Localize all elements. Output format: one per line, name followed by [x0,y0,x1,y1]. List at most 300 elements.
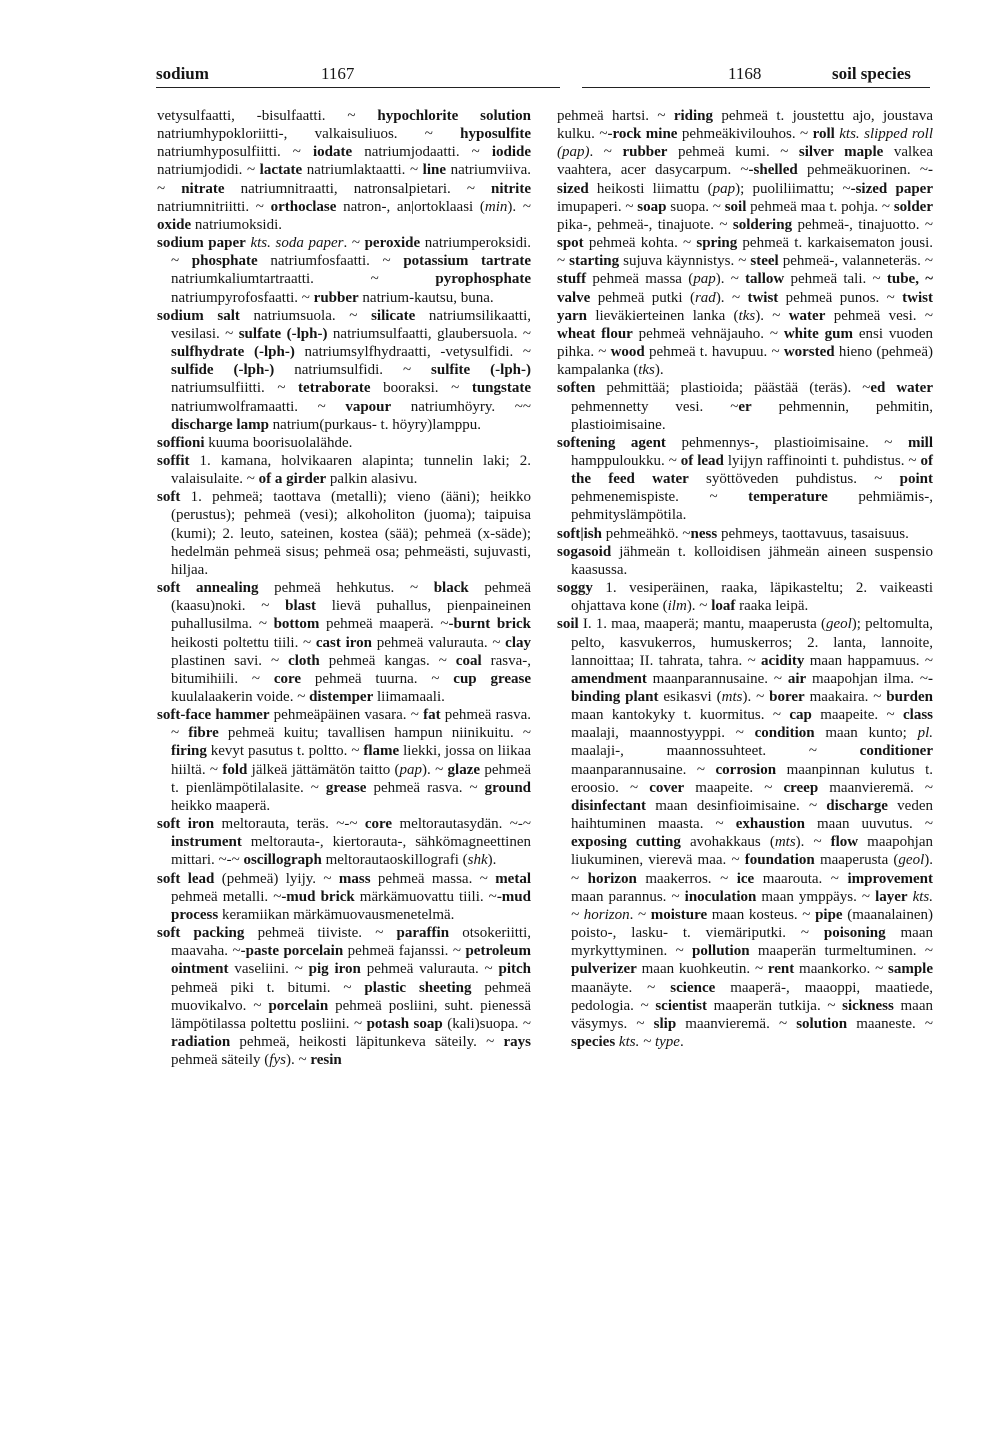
entry-term: radiation [171,1033,231,1050]
entry-text: natriumsulfidi. ~ [274,362,432,379]
entry-text: pika-, pehmeä-, tinajuote. ~ [557,216,733,233]
entry-term: nitrite [491,180,531,197]
entry-abbreviation: pap [712,180,736,197]
entry-term: sickness [842,997,894,1014]
entry-text: maan väsymys. ~ [571,997,933,1032]
entry-term: moisture [650,906,708,923]
dictionary-entry [557,434,933,525]
entry-term: plastic sheeting [364,979,472,996]
entry-text: maalaji-, maannossuhteet. ~ [571,743,860,760]
entry-term: twist [747,289,779,306]
entry-text: pehmeä kangas. ~ [319,652,456,669]
entry-term: soft-face hammer [157,707,270,724]
entry-term: tungstate [471,380,531,397]
entry-text: maapeite. ~ [811,707,903,724]
entry-term: ed water [870,380,933,397]
entry-text: jähmeän t. kolloidisen jähmeän aineen suspensio kaasussa. [571,543,933,578]
entry-text: maapohjan ilma. ~ [806,670,928,687]
entry-text: hamppuloukku. ~ [571,452,681,469]
entry-term: tetraborate [298,380,371,397]
entry-term: firing [171,743,207,760]
entry-text: ). ~ [686,598,712,615]
entry-text: maarouta. ~ [754,870,848,887]
entry-text: (pehmeä) lyijy. ~ [214,870,339,887]
entry-term: petroleum ointment [171,943,531,978]
entry-term: layer [875,888,908,905]
entry-term: -shelled [748,162,798,179]
entry-text: natrium-kautsu, buna. [358,289,494,306]
entry-text: liimamaali. [373,689,445,705]
entry-text: pehmennetty vesi. ~ [571,398,739,415]
entry-text: maan kantokyky t. kuormitus. ~ [571,707,790,724]
dictionary-entry [157,452,531,488]
entry-term: fat [423,707,441,724]
entry-term: solder [893,198,933,215]
dictionary-entry [557,615,933,1051]
entry-text: pehmeä t. pienlämpötilalasite. ~ [171,761,531,796]
entry-text: pehmennin, pehmitin, plastioimisaine. [571,398,933,433]
entry-term: iodide [491,144,531,161]
entry-term: science [670,979,716,996]
entry-text: pehmeä fajanssi. ~ [343,943,466,960]
entry-text: pehmeäkivilouhos. ~ [677,126,813,143]
entry-term: soap [637,198,667,215]
entry-text: maaperän tutkija. ~ [707,997,843,1014]
entry-term: fold [222,761,248,778]
entry-text: maan kunto; [814,725,918,742]
entry-text: heikko maaperä. [171,797,271,814]
entry-term: core [364,816,393,833]
entry-abbreviation: pl. [917,725,933,742]
entry-text: maaperusta ( [814,852,899,869]
entry-term: instrument [171,834,242,851]
entry-text: maanpinnan kulutus t. eroosio. ~ [571,761,933,796]
entry-text: pehmeä säteily ( [171,1052,270,1069]
dictionary-entry [557,525,933,543]
entry-text: rasva-, bitumihiili. ~ [171,652,531,687]
entry-term: sulfate (-lph-) [238,325,328,342]
entry-text: maanparannusaine. ~ [646,670,788,687]
entry-text: pehmeä, heikosti läpitunkeva säteily. ~ [230,1033,504,1050]
entry-text: (kali)suopa. ~ [442,1015,532,1032]
entry-term: point [899,471,933,488]
entry-term: riding [673,108,714,124]
entry-term: rubber [622,144,668,161]
entry-text: ). [654,362,664,379]
entry-term: discharge [826,797,888,814]
entry-text: imupaperi. ~ [557,198,638,215]
entry-text: pehmeä t. karkaisematon jousi. ~ [557,235,933,270]
entry-text: natriumhypokloriitti-, valkaisuliuos. ~ [157,126,461,143]
entry-text: maakerros. ~ [636,870,737,887]
dictionary-entry [157,815,531,869]
entry-term: air [787,670,807,687]
entry-text: pehmeä rasva. ~ [366,779,485,796]
entry-abbreviation: min [484,198,508,215]
entry-text: pehmeä kohta. ~ [583,235,697,252]
entry-abbreviation: kts. ~ type [618,1033,680,1050]
entry-term: exhaustion [735,816,805,833]
entry-text: 1. kamana, holvikaaren alapinta; tunnelin laki; 2. valaisulaite. ~ [171,452,531,488]
entry-term: soften [557,380,596,397]
entry-term: pyrophosphate [435,271,531,288]
entry-term: coal [455,652,482,669]
entry-term: potassium tartrate [403,253,531,270]
entry-text: heikosti poltettu tiili. ~ [171,634,316,651]
entry-text: valkea vaahtera, acer dasycarpum. ~ [557,144,933,179]
entry-term: soft iron [157,816,215,833]
entry-text: pehmennys-, plastioimisaine. ~ [665,434,908,451]
entry-text: natriumsylfhydraatti, -vetysulfidi. ~ [294,344,532,361]
entry-term: temperature [748,489,828,506]
entry-text: kuulalaakerin voide. ~ [171,689,310,705]
entry-term: pulverizer [571,961,637,978]
entry-term: -binding plant [571,670,933,705]
entry-term: condition [754,725,815,742]
entry-text: syöttöveden puhdistus. ~ [688,471,900,488]
entry-term: cloth [288,652,320,669]
entry-text: vetysulfaatti, -bisulfaatti. ~ [157,108,378,124]
entry-term: paraffin [396,925,450,942]
right-header-rule [582,87,930,88]
entry-term: wood [610,344,645,361]
entry-text: lieväkierteinen lanka ( [587,307,739,324]
entry-text: natriumsulfiitti. ~ [171,380,299,397]
entry-term: pollution [692,943,750,960]
entry-text: ). ~ [285,1052,311,1069]
entry-term: orthoclase [270,198,337,215]
entry-term: oscillograph [243,852,322,869]
entry-term: silver maple [798,144,884,161]
entry-text: pehmittää; plastioida; päästää (teräs). ~ [595,380,871,397]
entry-text: märkämuovattu tiili. ~ [354,888,497,905]
entry-text: ). ~ [742,689,770,705]
entry-text: pehmiämis-, pehmityslämpötila. [571,489,933,524]
entry-text: maaneste. ~ [847,1015,933,1032]
entry-text: ). ~ [755,307,789,324]
entry-term: amendment [571,670,647,687]
entry-term: acidity [761,652,805,669]
entry-term: porcelain [268,997,329,1014]
entry-term: inoculation [684,888,757,905]
dictionary-entry [557,543,933,579]
dictionary-entry-continued [557,107,933,379]
entry-term: stuff [557,271,587,288]
entry-term: core [273,670,302,687]
entry-text: pehmeäpäinen vasara. ~ [269,707,424,724]
entry-text: pehmeä tuurna. ~ [301,670,454,687]
entry-term: cover [649,779,685,796]
entry-text: maan myrkyttyminen. ~ [571,925,933,960]
entry-abbreviation: rad [694,289,716,306]
entry-term: of a girder [258,471,327,488]
entry-text: pehmeä vehnäjauho. ~ [632,325,784,342]
entry-term: horizon [587,870,637,887]
entry-text: . ~ [629,906,651,923]
entry-term: black [433,580,469,597]
entry-text: ). ~ [571,852,933,887]
entry-text: maanparannusaine. ~ [571,761,716,778]
entry-text: maaperä-, maaoppi, maatiede, pedologia. ~ [571,979,933,1014]
entry-text: pehmeä tiiviste. ~ [244,925,397,942]
entry-term: ice [736,870,755,887]
entry-term: cast iron [315,634,372,651]
entry-term: spring [696,235,738,252]
entry-term: soft annealing [157,580,259,597]
entry-term: vapour [345,398,392,415]
entry-text: pehmeähkö. ~ [601,525,691,542]
entry-term: phosphate [191,253,258,270]
entry-term: sogasoid [557,543,612,560]
entry-term: soldering [732,216,793,233]
entry-abbreviation: tks [638,362,655,379]
entry-term: soft [157,489,181,506]
entry-text: ). ~ [715,271,746,288]
entry-abbreviation: geol [898,852,925,869]
entry-term: rent [767,961,795,978]
entry-text: . [679,1033,684,1050]
entry-term: flame [363,743,400,760]
entry-text: avohakkaus ( [680,834,775,851]
entry-text: natriumjodaatti. ~ [352,144,492,161]
entry-text: pehmeä t. havupuu. ~ [644,344,784,361]
entry-text: . ~ [343,235,365,252]
entry-text: maanvieremä. ~ [676,1015,797,1032]
entry-term: disinfectant [571,797,646,814]
dictionary-entry-continued [157,107,531,234]
entry-term: improvement [847,870,933,887]
entry-text: ); peltomulta, pelto, kasvukerros, humuskerros; 2. lanta, lannoite, lannoittaa; II. tahrata, tahra. ~ [571,616,933,669]
entry-abbreviation: kts. slipped roll (pap) [557,126,933,161]
entry-term: soft lead [157,870,215,887]
entry-text: (maanalainen) poisto-, lasku- t. viemäriputki. ~ [571,906,933,942]
entry-text: natriumviiva. ~ [157,162,531,197]
entry-term: sample [888,961,933,978]
entry-text: pehmeä kuitu; tavallisen hampun niinikuitu. ~ [218,725,531,742]
entry-text: maanvieremä. ~ [818,779,934,796]
entry-term: rubber [313,289,359,306]
entry-text: ). ~ [715,289,748,306]
entry-text: pehmeä metalli. ~ [171,888,282,905]
entry-text: lievä puhallus, pienpaineinen puhallusilma. ~ [171,598,531,633]
entry-text: . ~ [589,144,623,161]
entry-text: meltorautasydän. ~-~ [392,816,531,833]
entry-text: pehmeä t. joustettu ajo, joustava kulku. ~ [557,108,933,143]
entry-text: maan uuvutus. ~ [804,816,934,833]
entry-text: raaka leipä. [735,598,809,615]
entry-term: slip [653,1015,677,1032]
entry-text: pehmeä vesi. ~ [825,307,933,324]
entry-term: glaze [447,761,481,778]
entry-term: pitch [498,961,531,978]
entry-term: foundation [744,852,815,869]
dictionary-entry [557,379,933,433]
entry-abbreviation: mts [721,689,743,705]
left-dictionary-column [157,107,531,1069]
entry-text: ). ~ [507,198,531,215]
entry-term: soil [724,198,747,215]
entry-term: pig iron [308,961,361,978]
entry-term: worsted [783,344,835,361]
dictionary-entry [157,579,531,706]
entry-text: maan kosteus. ~ [707,906,816,923]
entry-text: 1. pehmeä; taottava (metalli); vieno (ääni); heikko (perustus); pehmeä (vesi); alkoholiton (juoma); taipuisa (kumi); 2. leuto, sateinen, kostea (sää); pehmeä (x-säde); hedelmän pehmeä sisus; pehmeä osa; pehmeästi, sujuvasti, hiljaa. [171,489,531,578]
entry-term: peroxide [364,235,421,252]
entry-text: natriumsulfaatti, glaubersuola. ~ [327,325,532,342]
entry-term: scientist [655,997,708,1014]
entry-term: roll [812,126,835,143]
entry-text: pehmeä posliini, suht. pienessä lämpötilassa poltettu posliini. ~ [171,997,531,1032]
entry-term: nitrate [181,180,225,197]
entry-term: silicate [371,307,416,324]
dictionary-entry [157,488,531,579]
entry-text: meltorautaoskillografi ( [321,852,468,869]
entry-text: pehmeä (kaasu)noki. ~ [171,580,531,615]
entry-term: pipe [815,906,843,923]
entry-term: oxide [157,216,192,233]
entry-text: pehmeä punos. ~ [778,289,903,306]
entry-term: -sized paper [850,180,933,197]
dictionary-entry [157,307,531,434]
entry-term: iodate [312,144,353,161]
entry-text: natriumoksidi. [191,216,282,233]
entry-term: starting [569,253,620,270]
entry-text: otsokeriitti, maavaha. ~ [171,925,531,960]
entry-term: fibre [188,725,219,742]
entry-term: spot [557,235,584,252]
entry-text: ). ~ [795,834,831,851]
entry-text: lyijyn raffinointi t. puhdistus. ~ [723,452,921,469]
entry-term: corrosion [715,761,777,778]
entry-text: I. 1. maa, maaperä; mantu, maaperusta ( [578,616,826,633]
entry-term: steel [750,253,779,270]
entry-term: cup grease [453,670,532,687]
entry-text: booraksi. ~ [370,380,472,397]
entry-text: pehmeä valurauta. ~ [360,961,499,978]
entry-text: maaperän turmeltuminen. ~ [749,943,933,960]
dictionary-entry [157,434,531,452]
entry-text: natriumjodidi. ~ [157,162,260,179]
entry-term: ground [484,779,532,796]
entry-text: ). [487,852,497,869]
left-running-headword: sodium [156,64,209,83]
entry-term: hypochlorite solution [377,108,531,124]
entry-term: softening agent [557,434,666,451]
entry-abbreviation: pap [399,761,423,778]
entry-term: wheat flour [557,325,633,342]
entry-abbreviation: mts [774,834,796,851]
entry-term: creep [783,779,819,796]
entry-term: soft|ish [557,525,602,542]
entry-text: meltorauta, teräs. ~-~ [214,816,365,833]
entry-term: twist yarn [557,289,933,324]
entry-text: ). ~ [422,761,448,778]
entry-text: pehmeä hartsi. ~ [557,108,674,124]
entry-term: sodium paper [157,235,246,252]
dictionary-entry [157,870,531,924]
entry-text: ); puoliliimattu; ~ [735,180,851,197]
entry-term: distemper [309,689,374,705]
dictionary-entry [157,234,531,307]
entry-term: -mud brick [281,888,355,905]
right-running-headword: soil species [832,64,911,83]
entry-text: maan happamuus. ~ [804,652,933,669]
entry-text: natriumnitriitti. ~ [157,198,271,215]
entry-term: species [571,1033,616,1050]
entry-term: sulfite (-lph-) [431,362,532,379]
dictionary-entry [557,579,933,615]
entry-term: class [903,707,933,724]
entry-text: pehmeä-, tinajuotto. ~ [792,216,934,233]
entry-term: water [788,307,826,324]
entry-term: borer [769,689,805,705]
entry-term: lactate [259,162,303,179]
entry-abbreviation: kts. soda paper [250,235,344,252]
entry-abbreviation: tks [738,307,756,324]
entry-text: esikasvi ( [658,689,722,705]
entry-text: natriumwolframaatti. ~ [171,398,346,415]
entry-term: tallow [745,271,785,288]
entry-abbreviation: pap [693,271,716,288]
entry-text: plastinen savi. ~ [171,652,289,669]
entry-text: natriumhyposulfiitti. ~ [157,144,313,161]
entry-text: keramiikan märkämuovausmenetelmä. [218,906,455,923]
entry-abbreviation: geol [825,616,852,633]
entry-term: soffioni [157,434,205,451]
dictionary-entry [157,706,531,815]
entry-text: jälkeä jättämätön taitto ( [247,761,400,778]
entry-abbreviation: shk [467,852,488,869]
entry-term: soil [557,616,579,633]
entry-term: of lead [680,452,724,469]
entry-text: natriumperoksidi. ~ [171,235,531,270]
entry-text: kuuma boorisuolalähde. [204,434,353,451]
entry-text: sujuva käynnistys. ~ [619,253,751,270]
entry-term: tube, ~ valve [557,271,934,306]
entry-text: natriumhöyry. ~~ [391,398,531,415]
entry-term: white gum [783,325,853,342]
entry-term: of the feed water [571,452,933,488]
entry-term: -rock mine [607,126,678,143]
entry-term: sulfhydrate (-lph-) [171,344,295,361]
entry-text: maankorko. ~ [794,961,888,978]
entry-term: loaf [711,598,736,615]
entry-text: pehmeä piki t. bitumi. ~ [171,979,365,996]
entry-text: pehmeä massa. ~ [370,870,496,887]
entry-text: pehmeä hehkutus. ~ [258,580,434,597]
entry-term: potash soap [366,1015,443,1032]
entry-text: pehmeä maaperä. ~ [319,616,449,633]
entry-text: palkin alasivu. [326,471,418,488]
dictionary-entry [157,924,531,1069]
entry-text: natriumfosfaatti. ~ [257,253,404,270]
entry-text: maan parannus. ~ [571,888,685,905]
entry-text: pehmeä maa t. pohja. ~ [746,198,894,215]
entry-term: soggy [557,580,593,597]
entry-term: solution [796,1015,848,1032]
left-page-number: 1167 [321,64,355,83]
entry-text: maapohjan liukuminen, vierevä maa. ~ [571,834,933,869]
entry-term: rays [503,1033,531,1050]
right-page-number: 1168 [728,64,762,83]
entry-term: bottom [273,616,320,633]
entry-text: maan desinfioimisaine. ~ [646,797,827,814]
entry-term: -mud process [171,888,531,923]
entry-term: cap [789,707,812,724]
entry-text: natron-, an|ortoklaasi ( [336,198,485,215]
entry-text: natriumsilikaatti, vesilasi. ~ [171,307,531,342]
entry-term: line [422,162,447,179]
